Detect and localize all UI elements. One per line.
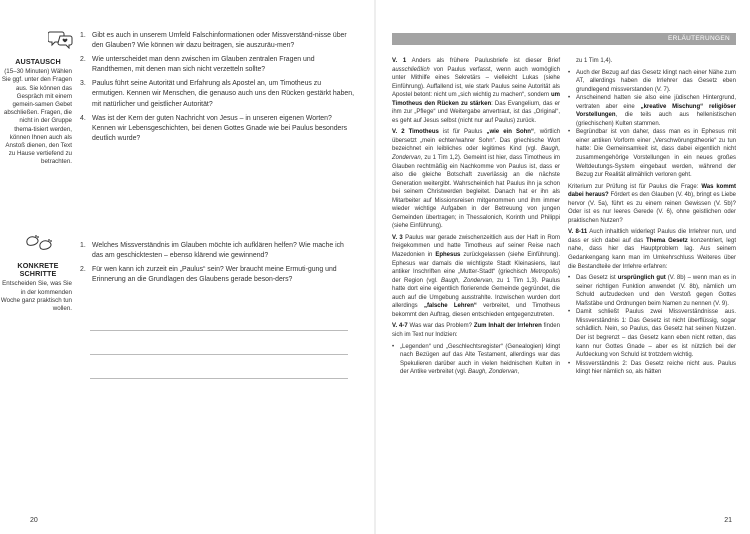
question-item — [80, 55, 355, 75]
question-item — [80, 79, 355, 109]
question-number: 1. — [80, 242, 86, 249]
page-number-left: 20 — [30, 517, 38, 524]
question-number: 4. — [80, 114, 86, 122]
austausch-question-list — [80, 31, 355, 148]
gutter-divider — [374, 0, 376, 534]
austausch-instructions: (15–30 Minuten) Wählen Sie ggf. unter den Fragen aus. Sie können das Gespräch mit einem gemein-samen Gebet abschließen. Fragen, die nicht in der Gruppe thema-tisiert werden, können Ihnen auch als Anstoß dienen, den Text zu Hause vertiefend zu betrachten. — [1, 68, 72, 166]
question-text: Paulus führt seine Autorität und Erfahrung als Apostel an, um Timotheus zu ermutigen. Kennen wir Menschen, die genauso auch uns den Rücken gestärkt haben, mit natürlicher und geistlicher Autorität? — [92, 80, 355, 108]
question-text: Wie unterscheidet man denn zwischen im Glauben zentralen Fragen und Randthemen, mit denen man sich nicht verzetteln sollte? — [92, 56, 315, 74]
footprints-icon — [24, 233, 56, 253]
question-item — [80, 265, 355, 285]
question-text: Was ist der Kern der guten Nachricht von Jesus – in unseren eigenen Worten? Kennen wir Lebensgeschichten, bei denen Gottes Gnade wie bei Paulus besonders deutlich wurde? — [92, 114, 348, 142]
erlaeuterungen-band: ERLÄUTERUNGEN — [392, 33, 736, 45]
writing-line[interactable] — [90, 378, 348, 379]
page-number-right: 21 — [724, 517, 732, 524]
konkrete-question-list — [80, 241, 355, 289]
question-item — [80, 31, 355, 51]
question-text: Gibt es auch in unserem Umfeld Falschinformationen oder Missverständ-nisse über den Glauben? Wie können wir dazu beitragen, sie auszuräu-men? — [92, 32, 347, 50]
austausch-sidebar — [0, 58, 76, 167]
konkrete-sidebar — [0, 262, 76, 313]
speech-bubbles-heart-icon — [48, 29, 74, 49]
question-number: 2. — [80, 266, 86, 274]
question-number: 3. — [80, 80, 86, 88]
konkrete-heading: KONKRETE SCHRITTE — [17, 261, 59, 279]
question-item — [80, 114, 355, 144]
question-number: 1. — [80, 32, 86, 39]
erlaeuterungen-column-right: zu 1 Tim 1,4). • Auch der Bezug auf das Gesetz klingt nach einer Nähe zum AT, allerdings haben die Irrlehrer das Gesetz eben grundlegend missverstanden (V. 7). • Anscheinend hatten sie also eine jüdischen Hintergrund, vertraten aber eine „kreative Mischung“ religiöser Vorstellungen, die teils auch aus hellenistischen (griechischen) Kulten stammen. • Begründbar ist von daher, dass man es in Ephesus mit einer antiken Vorform einer „Verschwörungstheorie“ zu tun hatte: Die Gemeinsamkeit ist, dass dabei eigentlich nicht zusammengehörige Vorstellungen in ein neues großes Weltdeutungs-System eingebaut werden, während der Bezug zur Realität allmählich verloren geht. Kriterium zur Prüfung ist für Paulus die Frage: Was kommt dabei heraus? Fördert es den Glauben (V. 4b), bringt es Liebe hervor (V. 5a), führt es zu einem reinen Gewissen (V. 5b)? Oder ist es nur leeres Gerede (V. 6), ohne geistlichen oder praktischen Nutzen? V. 8-11 Auch inhaltlich widerlegt Paulus die Irrlehrer nun, und dass er sich dabei auf das Thema Gesetz konzentriert, legt nahe, dass hier das Hauptproblem lag. Aus seinem Gedankengang kann man im Umkehrschluss Weiteres über die Bestandteile der Irrlehre erfahren: • Das Gesetz ist ursprünglich gut (V. 8b) – wenn man es in seiner richtigen Funktion anwendet (V. 8b), nämlich um Schuld aufzudecken und den Verstoß gegen Gottes Maßstäbe und Ordnungen beim Namen zu nennen (V. 9). • Damit schließt Paulus zwei Missverständnisse aus. Missverständnis 1: Das Gesetz ist nicht überflüssig, sogar schädlich. Nein, so Paulus, das Gesetz hat seinen Nutzen. Der ist begrenzt – das Gesetz kann eben nicht retten, das kann nur Gottes Gnade – aber es ist nützlich bei der Aufdeckung von Schuld ist trotzdem wichtig. • Missverständnis 2: Das Gesetz reiche nicht aus. Paulus klingt hier nämlich so, als hätten — [568, 58, 737, 376]
konkrete-instructions: Entscheiden Sie, was Sie in der kommenden Woche ganz praktisch tun wollen. — [0, 280, 72, 313]
question-number: 2. — [80, 56, 86, 64]
writing-line[interactable] — [90, 330, 348, 331]
austausch-heading: AUSTAUSCH — [15, 57, 61, 66]
writing-line[interactable] — [90, 354, 348, 355]
question-text: Für wen kann ich zurzeit ein „Paulus“ sein? Wer braucht meine Ermuti-gung und Erinnerung an die Grundlagen des Glaubens gerade beson-ders? — [92, 266, 337, 284]
question-item — [80, 241, 355, 261]
question-text: Welches Missverständnis im Glauben möchte ich aufklären helfen? Wie mache ich das am geschicktesten – ebenso klärend wie gewinnend? — [92, 242, 344, 260]
erlaeuterungen-column-left: V. 1 Anders als frühere Paulusbriefe ist dieser Brief ausschließlich von Paulus verfasst, wenn auch womöglich unter Mithilfe eines Sekretärs – vielleicht Lukas (siehe Einführung). Auffallend ist, wie stark Paulus seine Autorität als Apostel betont: nicht um „sich wichtig zu machen“, sondern um Timotheus den Rücken zu stärken: Das Evangelium, das er ihm zur „Pflege“ und Weitergabe anvertraut, ist das „Original“, es geht auf Jesus selbst (nicht nur auf Paulus) zurück. V. 2 Timotheus ist für Paulus „wie ein Sohn“, wörtlich übersetzt „mein echter/wahrer Sohn“. Das griechische Wort bezeichnet ein leibliches oder legitimes Kind (vgl. Baugh, Zondervan, zu 1 Tim 1,2). Gemeint ist hier, dass Timotheus im Glauben rechtmäßig ein Nachkomme von Paulus ist, dass er also die gleiche Botschaft zuverlässig an die nächste Generation weitergibt. Wahrscheinlich hat Paulus ihn ja schon bei seinem Christwerden begleitet. Danach hat er ihn als Mitarbeiter auf Missionsreisen mitgenommen und ihm immer wieder wichtige Aufgaben in der Betreuung von jungen Gemeinden übertragen; in Thessalonich, Korinth und Philippi (siehe Einführung). V. 3 Paulus war gerade zwischenzeitlich aus der Haft in Rom freigekommen und hatte Timotheus auf seiner Reise nach Mazedonien in Ephesus zurückgelassen (siehe Einführung). Ephesus war damals die wichtigste Stadt Kleinasiens, laut antiker Inschriften eine „Mutter-Stadt“ (griechisch Metropolis) der Region (vgl. Baugh, Zondervan, zu 1 Tim 1,3). Paulus hatte dort eine eigentlich florierende Gemeinde gegründet, die auch auf die Umgebung ausstrahlte. Inzwischen wurden dort allerdings „falsche Lehren“ verbreitet, und Timotheus bekommt den Auftrag, diesen entschieden entgegenzutreten. V. 4-7 Was war das Problem? Zum Inhalt der Irrlehren finden sich im Text nur Indizien: • „Legenden“ und „Geschlechtsregister“ (Genealogien) klingt nach Bezügen auf das Alte Testament, allerdings war das Spekulieren darüber auch in vielen heidnischen Kulten in der Antike verbreitet (vgl. Baugh, Zondervan, — [392, 58, 561, 376]
